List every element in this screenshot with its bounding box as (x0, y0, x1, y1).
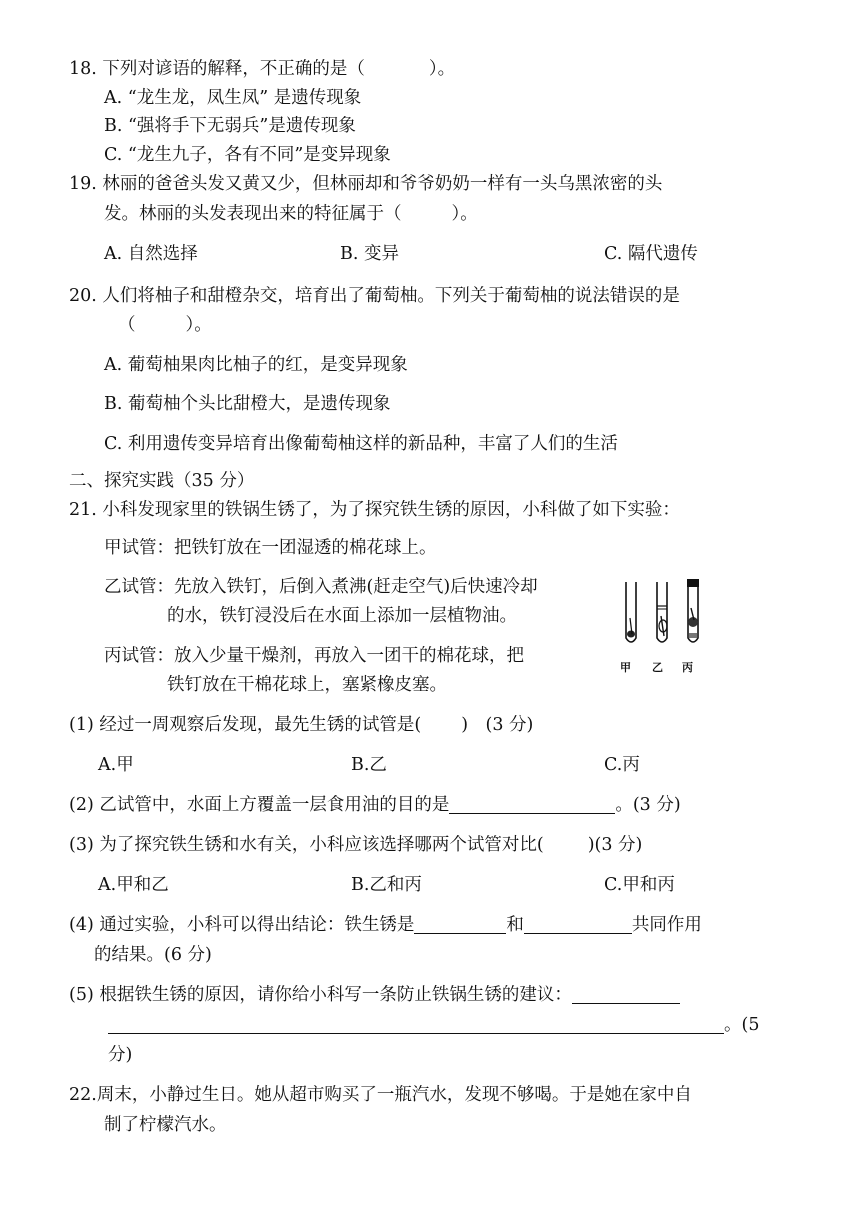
q20-stem-line1: 20. 人们将柚子和甜橙杂交，培育出了葡萄柚。下列关于葡萄柚的说法错误的是 (69, 286, 680, 306)
q21-tube-yi-line2: 的水，铁钉浸没后在水面上添加一层植物油。 (167, 606, 517, 626)
answer-blank[interactable] (572, 985, 680, 1004)
q18-option-c: C. “龙生九子，各有不同”是变异现象 (104, 145, 391, 165)
q21-part1-option-a: A.甲 (98, 755, 134, 775)
q19-option-b: B. 变异 (340, 244, 399, 264)
q21-part1-option-b: B.乙 (351, 755, 387, 775)
test-tubes-figure (617, 578, 711, 660)
q21-part5-line1: (5) 根据铁生锈的原因，请你给小科写一条防止铁锅生锈的建议： (69, 983, 680, 1007)
q21-part5-line2: 。(5 (108, 1013, 759, 1037)
test-tube-yi (657, 582, 667, 642)
q21-tube-bing-line1: 丙试管：放入少量干燥剂，再放入一团干的棉花球，把 (104, 646, 524, 666)
q20-stem-line2: （ ）。 (118, 315, 212, 335)
test-tube-bing (687, 579, 699, 642)
q21-part5-line3: 分) (108, 1045, 133, 1065)
q19-stem-line1: 19. 林丽的爸爸头发又黄又少，但林丽却和爷爷奶奶一样有一头乌黑浓密的头 (69, 174, 663, 194)
q21-tube-jia: 甲试管：把铁钉放在一团湿透的棉花球上。 (104, 538, 437, 558)
q21-part3-option-b: B.乙和丙 (351, 875, 422, 895)
q20-option-a: A. 葡萄柚果肉比柚子的红，是变异现象 (104, 355, 408, 375)
q21-part3-option-a: A.甲和乙 (98, 875, 169, 895)
answer-blank[interactable] (524, 915, 632, 934)
q20-option-c: C. 利用遗传变异培育出像葡萄柚这样的新品种，丰富了人们的生活 (104, 434, 618, 454)
test-tube-jia (626, 582, 636, 642)
q21-part1-option-c: C.丙 (604, 755, 640, 775)
q21-intro: 21. 小科发现家里的铁锅生锈了，为了探究铁生锈的原因，小科做了如下实验： (69, 500, 680, 520)
q21-tube-yi-line1: 乙试管：先放入铁钉，后倒入煮沸(赶走空气)后快速冷却 (104, 577, 538, 597)
q20-option-b: B. 葡萄柚个头比甜橙大，是遗传现象 (104, 394, 391, 414)
q18-option-b: B. “强将手下无弱兵”是遗传现象 (104, 116, 356, 136)
q21-part4-line2: 的结果。(6 分) (94, 945, 212, 965)
q19-stem-line2: 发。林丽的头发表现出来的特征属于（ ）。 (104, 204, 478, 224)
tube-label-bing: 丙 (682, 661, 693, 674)
q21-part3-stem: (3) 为了探究铁生锈和水有关，小科应该选择哪两个试管对比( )(3 分) (69, 835, 643, 855)
q21-part4-line1: (4) 通过实验，小科可以得出结论：铁生锈是 和 共同作用 (69, 915, 702, 935)
q22-line2: 制了柠檬汽水。 (104, 1115, 227, 1135)
tube-label-jia: 甲 (620, 661, 631, 674)
tube-label-yi: 乙 (652, 661, 663, 674)
q19-option-c: C. 隔代遗传 (604, 244, 698, 264)
q21-part1-stem: (1) 经过一周观察后发现，最先生锈的试管是( ) (3 分) (69, 715, 534, 735)
q21-tube-bing-line2: 铁钉放在干棉花球上，塞紧橡皮塞。 (167, 675, 447, 695)
q19-option-a: A. 自然选择 (104, 244, 198, 264)
q22-line1: 22.周末，小静过生日。她从超市购买了一瓶汽水，发现不够喝。于是她在家中自 (69, 1085, 692, 1105)
section-2-title: 二、探究实践（35 分） (69, 471, 255, 491)
q18-option-a: A. “龙生龙，凤生凤” 是遗传现象 (104, 88, 362, 108)
q21-part2-stem: (2) 乙试管中，水面上方覆盖一层食用油的目的是 。(3 分) (69, 795, 681, 815)
q18-stem: 18. 下列对谚语的解释，不正确的是（ ）。 (69, 59, 456, 79)
q21-part3-option-c: C.甲和丙 (604, 875, 675, 895)
answer-blank[interactable] (108, 1015, 724, 1034)
answer-blank[interactable] (414, 915, 506, 934)
answer-blank[interactable] (449, 795, 615, 814)
